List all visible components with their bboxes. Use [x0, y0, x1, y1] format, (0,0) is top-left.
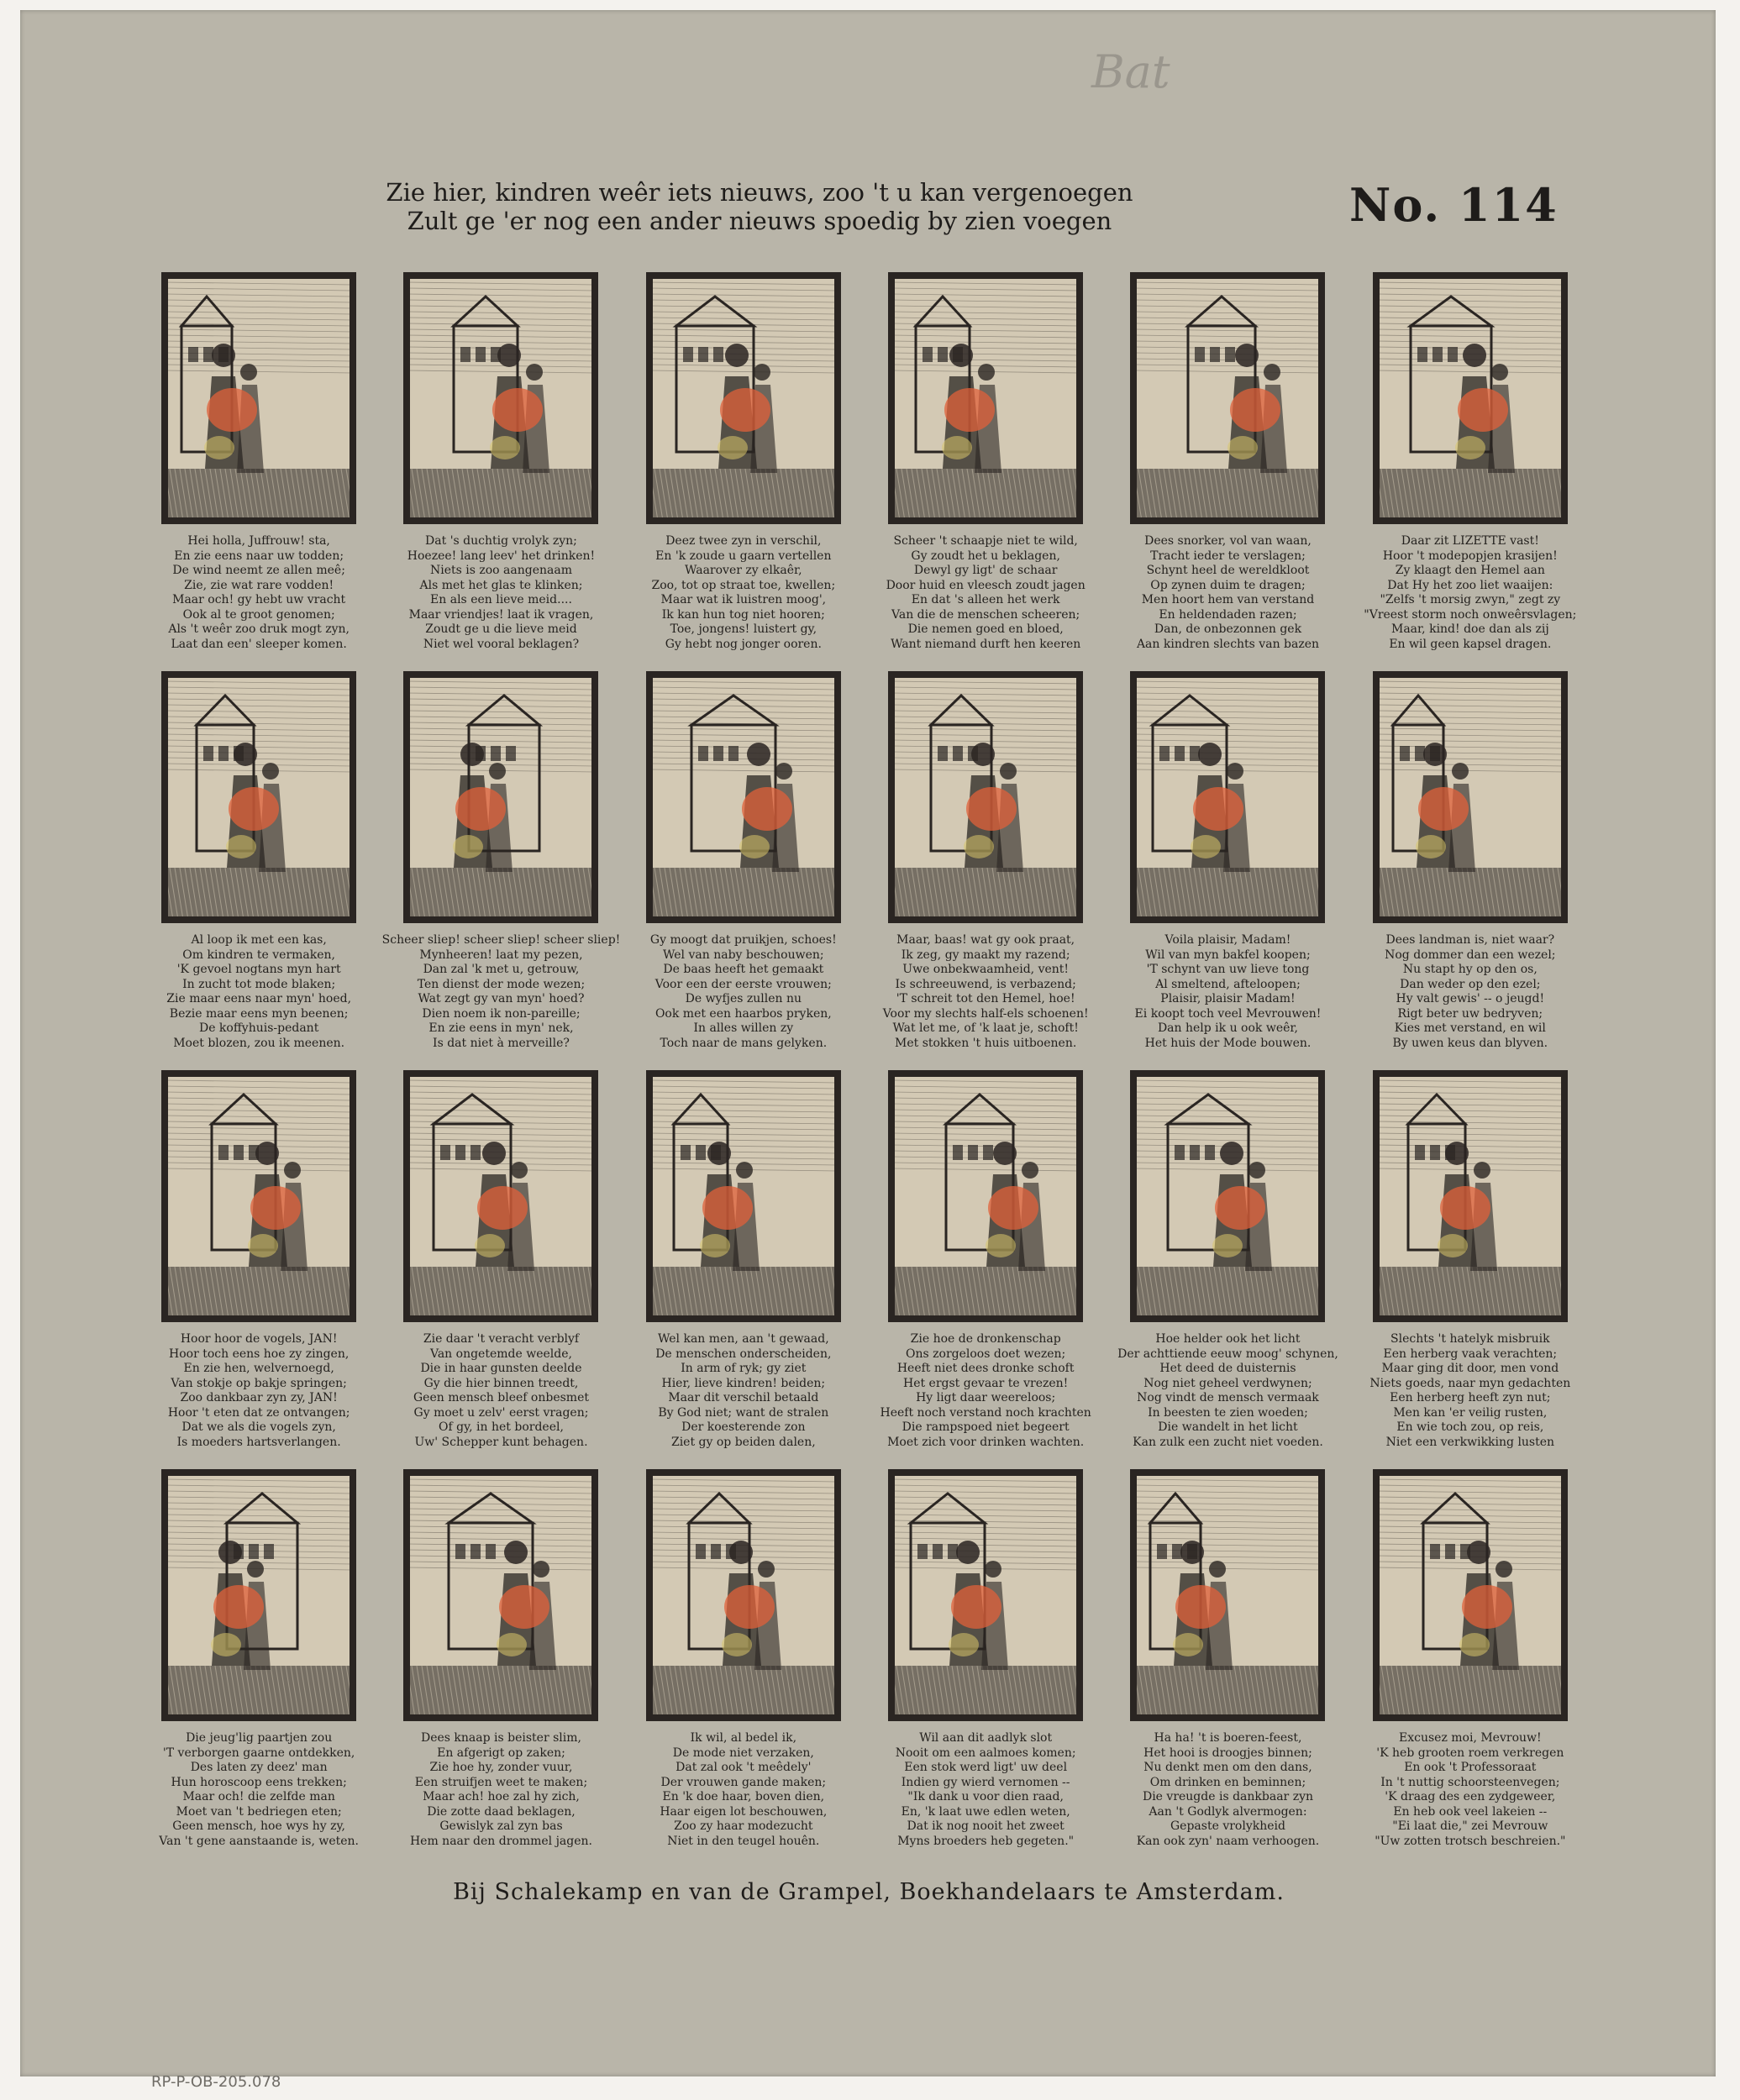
woodcut-illustration: [1130, 1469, 1325, 1721]
verse-line: Uw' Schepper kunt behagen.: [414, 1435, 588, 1449]
woodcut-illustration: [1130, 671, 1325, 923]
verse-line: Dat 's duchtig vrolyk zyn;: [425, 534, 577, 548]
print-cell: [380, 272, 622, 671]
verse-line: Ziet gy op beiden dalen,: [670, 1435, 816, 1449]
verse-line: 'T schynt van uw lieve tong: [1146, 963, 1310, 976]
verse-line: Wel kan men, aan 't gewaad,: [658, 1332, 829, 1346]
verse-line: Kan zulk een zucht niet voeden.: [1133, 1435, 1323, 1449]
verse-line: Als met het glas te klinken;: [419, 578, 583, 592]
verse: [1108, 1332, 1348, 1450]
print-cell: [623, 1070, 865, 1469]
verse-line: Laat dan een' sleeper komen.: [171, 637, 347, 651]
verse-line: Voor my slechts half-els schoenen!: [882, 1006, 1089, 1021]
print-cell: [1349, 671, 1591, 1070]
verse-line: Mynheeren! laat my pezen,: [419, 948, 583, 962]
print-cell: [623, 272, 865, 671]
verse-line: Het huis der Mode bouwen.: [1144, 1036, 1312, 1050]
verse: [623, 933, 863, 1051]
verse-line: Dan zal 'k met u, getrouw,: [423, 963, 580, 976]
verse-line: Zie hoe hy, zonder vuur,: [429, 1761, 573, 1774]
verse: [139, 1731, 379, 1849]
verse: [139, 933, 379, 1051]
verse-line: Dewyl gy ligt' de schaar: [913, 564, 1058, 577]
verse-line: En 'k zoude u gaarn vertellen: [655, 549, 832, 563]
verse-line: Zie hoe de dronkenschap: [910, 1332, 1061, 1346]
verse-line: Zoudt ge u die lieve meid: [425, 622, 577, 636]
verse-line: Zoo, tot op straat toe, kwellen;: [651, 578, 836, 592]
print-cell: [1107, 1469, 1348, 1868]
verse-line: Uwe onbekwaamheid, vent!: [902, 963, 1070, 976]
verse-line: Gy zoudt het u beklagen,: [911, 549, 1060, 563]
woodcut-illustration: [1373, 1469, 1568, 1721]
verse-line: En dat 's alleen het werk: [911, 593, 1060, 606]
verse-line: Dat we als die vogels zyn,: [181, 1420, 336, 1434]
verse-line: Nu denkt men om den dans,: [1143, 1761, 1312, 1774]
verse-line: Heeft noch verstand noch krachten: [880, 1405, 1091, 1420]
verse-line: De koffyhuis-pedant: [198, 1021, 319, 1035]
verse-line: By God niet; want de stralen: [658, 1405, 829, 1420]
woodcut-illustration: [1373, 272, 1568, 524]
verse-line: 'K heb grooten roem verkregen: [1376, 1746, 1564, 1760]
verse-line: Gy moet u zelv' eerst vragen;: [413, 1405, 589, 1420]
verse-line: Moet blozen, zou ik meenen.: [173, 1036, 345, 1050]
verse-line: Hem naar den drommel jagen.: [409, 1834, 592, 1848]
print-cell: [138, 272, 380, 671]
verse-line: "Uw zotten trotsch beschreien.": [1375, 1834, 1566, 1848]
verse: [623, 1731, 863, 1849]
print-cell: [138, 1070, 380, 1469]
verse-line: De wind neemt ze allen meê;: [172, 564, 345, 577]
verse-line: Dees knaap is beister slim,: [420, 1731, 581, 1745]
verse-line: Het ergst gevaar te vrezen!: [902, 1376, 1069, 1390]
woodcut-illustration: [888, 671, 1083, 923]
verse-line: Zoo zy haar modezucht: [674, 1819, 813, 1833]
woodcut-illustration: [403, 1469, 598, 1721]
verse-line: Gewislyk zal zyn bas: [439, 1819, 563, 1833]
verse-line: Der vrouwen gande maken;: [660, 1775, 827, 1789]
woodcut-illustration: [161, 272, 356, 524]
verse-line: Dat Hy het zoo liet waaijen:: [1387, 578, 1553, 592]
verse: [139, 1332, 379, 1450]
verse-line: Niet een verkwikking lusten: [1385, 1435, 1555, 1449]
print-cell: [1107, 272, 1348, 671]
inventory-number: RP-P-OB-205.078: [151, 2073, 281, 2091]
verse-line: Is schreeuwend, is verbazend;: [895, 977, 1076, 991]
verse-line: En 'k doe haar, boven dien,: [662, 1790, 825, 1803]
verse-line: Dan help ik u ook weêr,: [1157, 1021, 1299, 1035]
verse-line: Van stokje op bakje springen;: [171, 1376, 347, 1390]
verse-line: Die in haar gunsten deelde: [420, 1362, 582, 1375]
verse-line: Van 't gene aanstaande is, weten.: [159, 1834, 359, 1848]
verse-line: Dat ik nog nooit het zweet: [907, 1819, 1065, 1833]
woodcut-illustration: [161, 1469, 356, 1721]
verse-line: Ik kan hun tog niet hooren;: [661, 607, 825, 622]
verse-line: Voor een der eerste vrouwen;: [654, 977, 832, 991]
woodcut-illustration: [888, 1469, 1083, 1721]
woodcut-illustration: [646, 272, 841, 524]
print-cell: [1107, 671, 1348, 1070]
verse-line: Moet zich voor drinken wachten.: [887, 1435, 1085, 1449]
verse-line: "Vreest storm noch onweêrsvlagen;: [1364, 607, 1577, 622]
print-cell: [865, 272, 1107, 671]
verse-line: Een herberg heeft zyn nut;: [1390, 1391, 1551, 1404]
woodcut-illustration: [1373, 1070, 1568, 1322]
verse-line: De wyfjes zullen nu: [685, 992, 802, 1005]
verse: [1108, 534, 1348, 652]
verse-line: Hoor 't eten dat ze ontvangen;: [167, 1405, 350, 1420]
verse-line: Ook al te groot genomen;: [182, 607, 335, 622]
verse-line: Een stok werd ligt' uw deel: [904, 1761, 1068, 1774]
verse-line: Ik wil, al bedel ik,: [690, 1731, 797, 1745]
print-cell: [865, 1469, 1107, 1868]
verse-line: Aan 't Godlyk alvermogen:: [1149, 1804, 1307, 1819]
header-verse: [297, 178, 1222, 235]
verse-line: 'K gevoel nogtans myn hart: [176, 963, 341, 976]
verse-line: 'T verborgen gaarne ontdekken,: [162, 1746, 355, 1760]
verse: [866, 1332, 1106, 1450]
print-cell: [380, 1469, 622, 1868]
verse-line: Tracht ieder te verslagen;: [1150, 549, 1306, 563]
verse-line: Van die de menschen scheeren;: [891, 607, 1080, 622]
verse-line: De mode niet verzaken,: [672, 1746, 814, 1760]
print-cell: [138, 671, 380, 1070]
verse-line: Op zynen duim te dragen;: [1150, 578, 1306, 592]
verse-line: Het hooi is droogjes binnen;: [1143, 1746, 1312, 1760]
print-cell: [1349, 1070, 1591, 1469]
verse-line: Men hoort hem van verstand: [1141, 593, 1315, 606]
verse-line: Nog vindt de mensch vermaak: [1137, 1391, 1319, 1404]
verse-line: In zucht tot mode blaken;: [182, 977, 336, 991]
verse-line: En afgerigt op zaken;: [437, 1746, 565, 1760]
verse-line: Zy klaagt den Hemel aan: [1395, 564, 1545, 577]
verse-line: Maar, kind! doe dan als zij: [1391, 622, 1549, 636]
verse-line: Een herberg vaak verachten;: [1383, 1347, 1558, 1361]
verse-line: Maar och! die zelfde man: [182, 1790, 335, 1803]
verse-line: In alles willen zy: [693, 1021, 794, 1035]
verse-line: Of gy, in het bordeel,: [439, 1420, 564, 1434]
prints-grid: [138, 272, 1591, 1868]
verse-line: Dan, de onbezonnen gek: [1154, 622, 1302, 636]
verse: [866, 534, 1106, 652]
verse-line: Myns broeders heb gegeten.": [897, 1834, 1075, 1848]
verse-line: Nooit om een aalmoes komen;: [895, 1746, 1076, 1760]
verse-line: Om kindren te vermaken,: [182, 948, 335, 962]
verse-line: En wie toch zou, op reis,: [1396, 1420, 1544, 1434]
verse: [866, 933, 1106, 1051]
verse-line: Zie maar eens naar myn' hoed,: [166, 992, 352, 1005]
verse-line: Niet wel vooral beklagen?: [423, 637, 580, 651]
verse-line: Hy ligt daar weereloos;: [916, 1391, 1056, 1404]
woodcut-illustration: [888, 272, 1083, 524]
verse-line: De baas heeft het gemaakt: [663, 963, 824, 976]
verse-line: Want niemand durft hen keeren: [891, 637, 1081, 651]
verse-line: Maar ach! hoe zal hy zich,: [423, 1790, 580, 1803]
header-line-1: Zie hier, kindren weêr iets nieuws, zoo 't u kan vergenoegen: [386, 178, 1133, 207]
woodcut-illustration: [1130, 272, 1325, 524]
verse-line: Schynt heel de wereldkloot: [1146, 564, 1310, 577]
verse: [1350, 1332, 1590, 1450]
woodcut-illustration: [646, 1070, 841, 1322]
verse-line: Die rampspoed niet begeert: [902, 1420, 1070, 1434]
verse-line: Hun horoscoop eens trekken;: [171, 1775, 347, 1789]
woodcut-illustration: [1130, 1070, 1325, 1322]
verse-line: Gepaste vrolykheid: [1170, 1819, 1285, 1833]
verse-line: Ons zorgeloos doet wezen;: [906, 1347, 1066, 1361]
verse-line: Hei holla, Juffrouw! sta,: [187, 534, 330, 548]
verse-line: Hoe helder ook het licht: [1155, 1332, 1301, 1346]
verse-line: Toch naar de mans gelyken.: [660, 1036, 828, 1050]
print-cell: [138, 1469, 380, 1868]
verse-line: Die vreugde is dankbaar zyn: [1142, 1790, 1313, 1803]
print-sheet: [20, 10, 1716, 2076]
woodcut-illustration: [1373, 671, 1568, 923]
verse-line: En, 'k laat uwe edlen weten,: [901, 1804, 1070, 1819]
verse-line: En zie eens naar uw todden;: [174, 549, 344, 563]
verse-line: By uwen keus dan blyven.: [1392, 1036, 1548, 1050]
verse-line: "Zelfs 't morsig zwyn," zegt zy: [1380, 593, 1561, 606]
verse-line: Nog niet geheel verdwynen;: [1143, 1376, 1312, 1390]
verse-line: Niet in den teugel houên.: [667, 1834, 820, 1848]
verse-line: Ei koopt toch veel Mevrouwen!: [1134, 1006, 1322, 1021]
verse-line: Het deed de duisternis: [1159, 1362, 1296, 1375]
verse-line: Hy valt gewis' -- o jeugd!: [1396, 992, 1545, 1005]
verse-line: Hoor hoor de vogels, JAN!: [180, 1332, 338, 1346]
woodcut-illustration: [403, 272, 598, 524]
verse-line: Is dat niet à merveille?: [433, 1036, 570, 1050]
verse-line: En ook 't Professoraat: [1404, 1761, 1537, 1774]
print-cell: [1349, 272, 1591, 671]
woodcut-illustration: [646, 1469, 841, 1721]
verse-line: Die wandelt in het licht: [1158, 1420, 1298, 1434]
woodcut-illustration: [646, 671, 841, 923]
verse-line: Dees landman is, niet waar?: [1385, 933, 1555, 947]
verse: [1350, 534, 1590, 652]
verse-line: Ook met een haarbos pryken,: [654, 1006, 832, 1021]
verse-line: Wil van myn bakfel koopen;: [1145, 948, 1311, 962]
verse-line: Scheer 't schaapje niet te wild,: [893, 534, 1078, 548]
print-cell: [865, 1070, 1107, 1469]
verse-line: De menschen onderscheiden,: [655, 1347, 832, 1361]
verse-line: Ik zeg, gy maakt my razend;: [901, 948, 1070, 962]
verse-line: Maar vriendjes! laat ik vragen,: [408, 607, 594, 622]
verse-line: Die jeug'lig paartjen zou: [186, 1731, 333, 1745]
verse-line: Wel van naby beschouwen;: [663, 948, 824, 962]
verse-line: Zie daar 't veracht verblyf: [423, 1332, 580, 1346]
verse-line: Niets is zoo aangenaam: [429, 564, 572, 577]
verse-line: Een struifjen weet te maken;: [414, 1775, 588, 1789]
verse-line: Der koesterende zon: [681, 1420, 806, 1434]
verse-line: Wat let me, of 'k laat je, schoft!: [892, 1021, 1079, 1035]
verse-line: Maar wat ik luistren moog',: [660, 593, 827, 606]
verse-line: En als een lieve meid....: [430, 593, 572, 606]
verse-line: En heb ook veel lakeien --: [1393, 1804, 1548, 1819]
verse-line: Gy die hier binnen treedt,: [423, 1376, 579, 1390]
verse-line: Kan ook zyn' naam verhoogen.: [1136, 1834, 1320, 1848]
verse-line: "Ik dank u voor dien raad,: [907, 1790, 1064, 1803]
verse-line: Van ongetemde weelde,: [430, 1347, 572, 1361]
pencil-note: Bat: [1091, 45, 1170, 98]
print-cell: [623, 671, 865, 1070]
verse-line: Excusez moi, Mevrouw!: [1399, 1731, 1542, 1745]
verse-line: Zie, zie wat rare vodden!: [184, 578, 334, 592]
verse: [381, 1332, 621, 1450]
verse-line: Die zotte daad beklagen,: [427, 1804, 576, 1819]
verse-line: Geen mensch, hoe wys hy zy,: [172, 1819, 345, 1833]
verse: [1350, 933, 1590, 1051]
verse-line: Ha ha! 't is boeren-feest,: [1154, 1731, 1302, 1745]
verse-line: Hoezee! lang leev' het drinken!: [407, 549, 596, 563]
verse-line: Daar zit LIZETTE vast!: [1401, 534, 1539, 548]
verse: [1108, 1731, 1348, 1849]
woodcut-illustration: [888, 1070, 1083, 1322]
header-line-2: Zult ge 'er nog een ander nieuws spoedig by zien voegen: [407, 207, 1112, 235]
verse-line: In 't nuttig schoorsteenvegen;: [1380, 1775, 1560, 1789]
verse-line: Al smeltend, afteloopen;: [1155, 977, 1301, 991]
verse-line: Der achttiende eeuw moog' schynen,: [1117, 1347, 1338, 1361]
verse-line: Niets goeds, naar myn gedachten: [1369, 1376, 1571, 1390]
verse-line: Maar ging dit door, men vond: [1381, 1362, 1559, 1375]
verse: [381, 534, 621, 652]
verse-line: Heeft niet dees dronke schoft: [896, 1362, 1075, 1375]
verse-line: Om drinken en beminnen;: [1149, 1775, 1306, 1789]
verse: [623, 534, 863, 652]
verse-line: Maar, baas! wat gy ook praat,: [896, 933, 1075, 947]
woodcut-illustration: [161, 671, 356, 923]
verse-line: Aan kindren slechts van bazen: [1136, 637, 1320, 651]
verse-line: Plaisir, plaisir Madam!: [1160, 992, 1296, 1005]
verse-line: Geen mensch bleef onbesmet: [413, 1391, 589, 1404]
verse-line: Als 't weêr zoo druk mogt zyn,: [168, 622, 350, 636]
verse-line: 'K draag des een zydgeweer,: [1385, 1790, 1556, 1803]
verse-line: Door huid en vleesch zoudt jagen: [886, 578, 1086, 592]
verse: [381, 933, 621, 1051]
woodcut-illustration: [403, 1070, 598, 1322]
verse-line: Is moeders hartsverlangen.: [176, 1435, 341, 1449]
verse-line: Indien gy wierd vernomen --: [901, 1775, 1070, 1789]
verse-line: Bezie maar eens myn beenen;: [169, 1006, 349, 1021]
verse: [866, 1731, 1106, 1849]
verse-line: Des laten zy deez' man: [190, 1761, 328, 1774]
verse-line: In arm of ryk; gy ziet: [681, 1362, 807, 1375]
print-cell: [865, 671, 1107, 1070]
verse-line: Voila plaisir, Madam!: [1164, 933, 1291, 947]
verse-line: Zoo dankbaar zyn zy, JAN!: [180, 1391, 338, 1404]
verse-line: En zie hen, welvernoegd,: [183, 1362, 334, 1375]
verse-line: Dan weder op den ezel;: [1400, 977, 1541, 991]
verse: [1350, 1731, 1590, 1849]
verse-line: Waarover zy elkaêr,: [685, 564, 802, 577]
verse-line: Hoor toch eens hoe zy zingen,: [169, 1347, 350, 1361]
verse-line: "Ei laat die," zei Mevrouw: [1392, 1819, 1548, 1833]
verse-line: Moet van 't bedriegen eten;: [176, 1804, 342, 1819]
verse: [139, 534, 379, 652]
verse-line: Haar eigen lot beschouwen,: [660, 1804, 828, 1819]
sheet-number: No. 114: [1349, 178, 1559, 232]
verse-line: En wil geen kapsel dragen.: [1389, 637, 1552, 651]
verse-line: Gy hebt nog jonger ooren.: [665, 637, 822, 651]
print-cell: [1107, 1070, 1348, 1469]
verse-line: En heldendaden razen;: [1159, 607, 1297, 622]
verse-line: Rigt beter uw bedryven;: [1397, 1006, 1543, 1021]
verse-line: En zie eens in myn' nek,: [428, 1021, 574, 1035]
verse-line: 'T schreit tot den Hemel, hoe!: [896, 992, 1075, 1005]
verse: [1108, 933, 1348, 1051]
verse-line: Die nemen goed en bloed,: [907, 622, 1064, 636]
verse-line: Nog dommer dan een wezel;: [1385, 948, 1556, 962]
verse: [623, 1332, 863, 1450]
imprint: Bij Schalekamp en van de Grampel, Boekhandelaars te Amsterdam.: [453, 1879, 1285, 1905]
verse-line: Kies met verstand, en wil: [1394, 1021, 1546, 1035]
print-cell: [1349, 1469, 1591, 1868]
verse: [381, 1731, 621, 1849]
print-cell: [380, 1070, 622, 1469]
print-cell: [623, 1469, 865, 1868]
verse-line: Gy moogt dat pruikjen, schoes!: [649, 933, 837, 947]
verse-line: Scheer sliep! scheer sliep! scheer sliep!: [381, 933, 621, 947]
verse-line: Dees snorker, vol van waan,: [1144, 534, 1312, 548]
verse-line: Hier, lieve kindren! beiden;: [661, 1376, 826, 1390]
verse-line: Al loop ik met een kas,: [191, 933, 327, 947]
verse-line: Dien noem ik non-pareille;: [422, 1006, 581, 1021]
verse-line: In beesten te zien woeden;: [1148, 1405, 1308, 1420]
verse-line: Men kan 'er veilig rusten,: [1393, 1405, 1548, 1420]
verse-line: Toe, jongens! luistert gy,: [670, 622, 817, 636]
woodcut-illustration: [403, 671, 598, 923]
verse-line: Slechts 't hatelyk misbruik: [1390, 1332, 1550, 1346]
woodcut-illustration: [161, 1070, 356, 1322]
verse-line: Maar och! gy hebt uw vracht: [172, 593, 346, 606]
print-cell: [380, 671, 622, 1070]
verse-line: Deez twee zyn in verschil,: [665, 534, 822, 548]
verse-line: Wil aan dit aadlyk slot: [919, 1731, 1053, 1745]
verse-line: Maar dit verschil betaald: [668, 1391, 819, 1404]
verse-line: Ten dienst der mode wezen;: [417, 977, 586, 991]
verse-line: Dat zal ook 't meêdely': [675, 1761, 812, 1774]
verse-line: Hoor 't modepopjen krasijen!: [1382, 549, 1558, 563]
verse-line: Nu stapt hy op den os,: [1402, 963, 1538, 976]
verse-line: Met stokken 't huis uitboenen.: [895, 1036, 1077, 1050]
verse-line: Wat zegt gy van myn' hoed?: [418, 992, 585, 1005]
